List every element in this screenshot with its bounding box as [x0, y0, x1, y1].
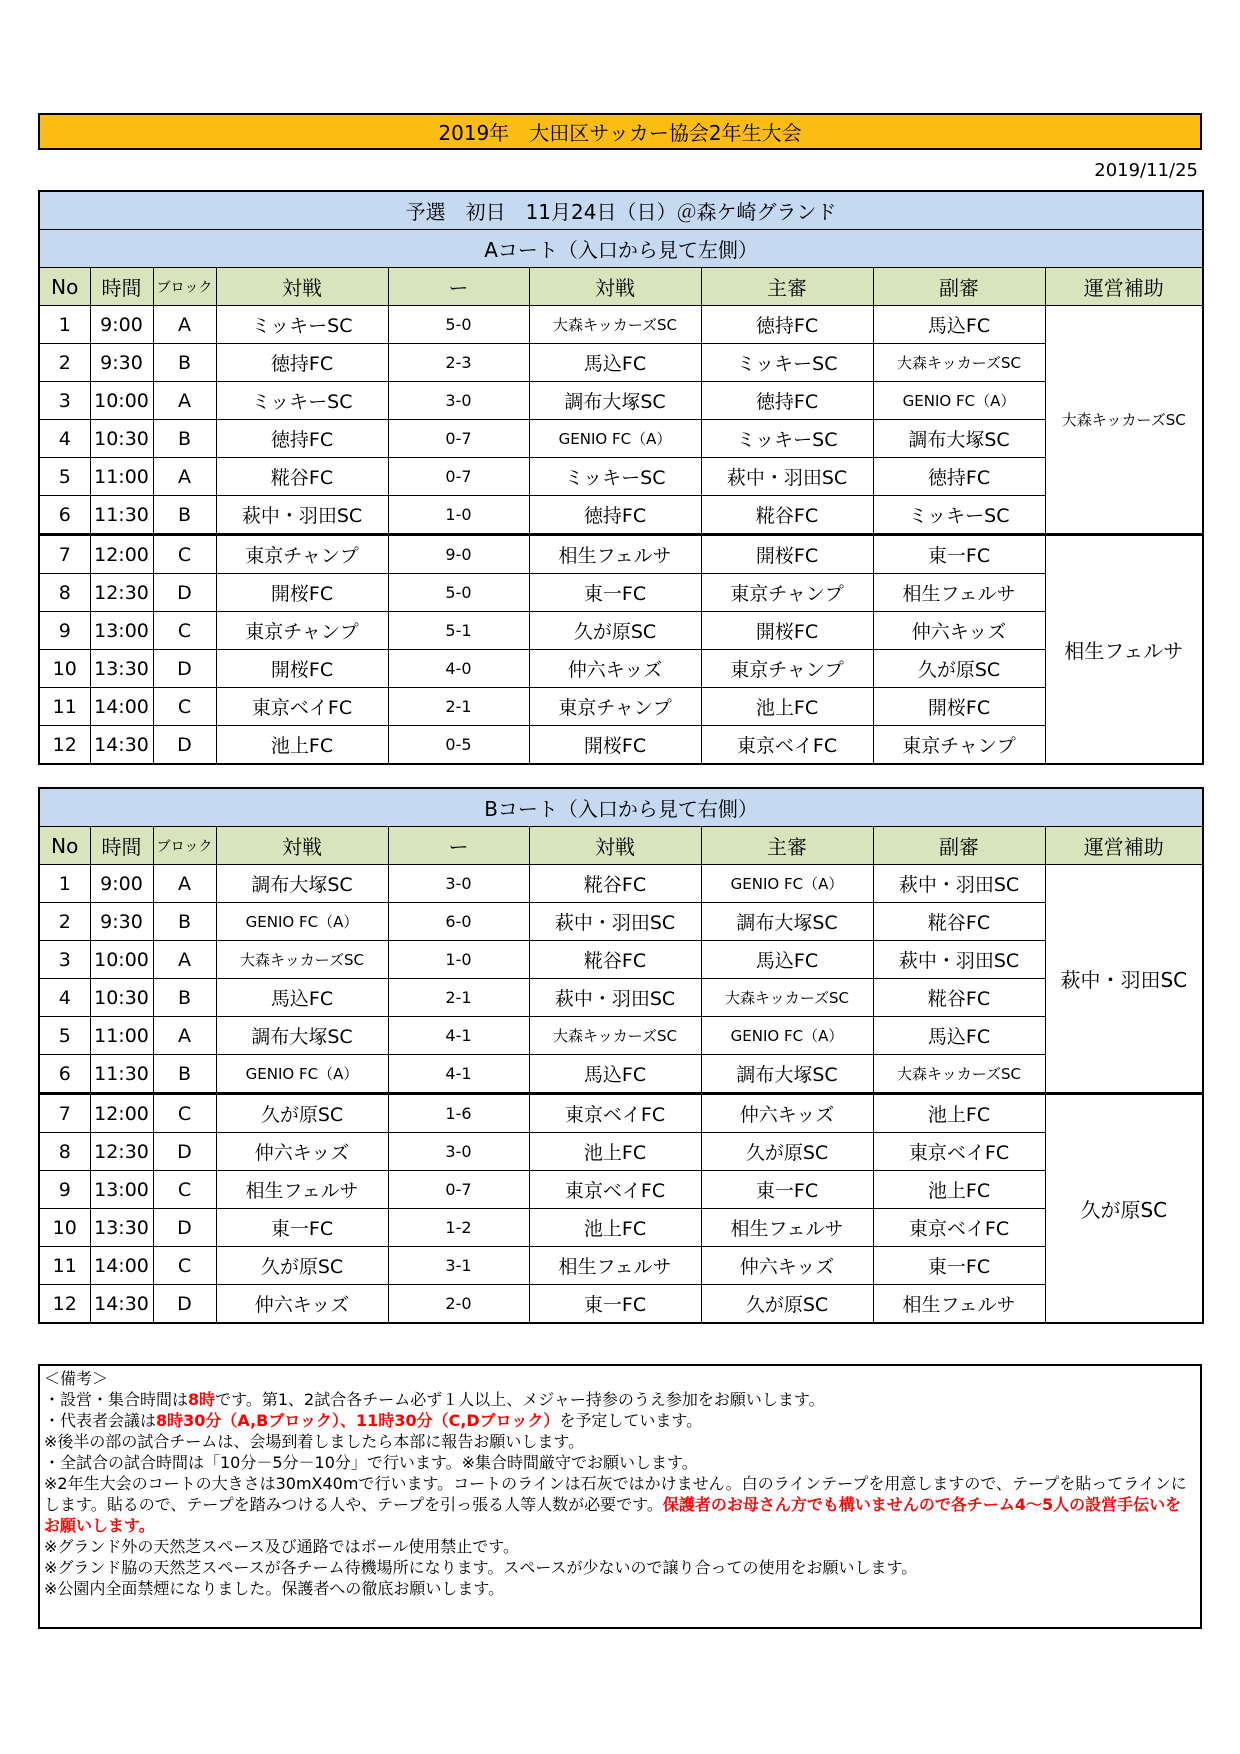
assistant-referee: 仲六キッズ	[873, 612, 1045, 650]
tournament-title: 2019年 大田区サッカー協会2年生大会	[38, 113, 1202, 150]
court-a-match-row	[39, 382, 1203, 420]
court-a-match-row	[39, 650, 1203, 688]
document-date: 2019/11/25	[1094, 160, 1198, 181]
referee: ミッキーSC	[701, 420, 873, 458]
match-block: A	[153, 865, 216, 903]
col-assistant: 副審	[873, 268, 1045, 306]
team-home: 相生フェルサ	[216, 1171, 388, 1209]
team-away: 萩中・羽田SC	[529, 979, 701, 1017]
match-time: 11:00	[90, 458, 153, 496]
match-no: 3	[39, 941, 90, 979]
team-home: 開桜FC	[216, 650, 388, 688]
team-home: 萩中・羽田SC	[216, 496, 388, 535]
team-home: 糀谷FC	[216, 458, 388, 496]
match-no: 7	[39, 535, 90, 574]
match-block: B	[153, 420, 216, 458]
match-time: 12:00	[90, 535, 153, 574]
note-line: ※後半の部の試合チームは、会場到着しましたら本部に報告お願いします。	[44, 1432, 585, 1451]
assistant-referee: 東一FC	[873, 535, 1045, 574]
team-home: 東京ベイFC	[216, 688, 388, 726]
team-away: GENIO FC（A）	[529, 420, 701, 458]
assistant-referee: GENIO FC（A）	[873, 382, 1045, 420]
referee: 池上FC	[701, 688, 873, 726]
team-home: 仲六キッズ	[216, 1133, 388, 1171]
team-away: 糀谷FC	[529, 865, 701, 903]
match-no: 1	[39, 865, 90, 903]
match-score: 2-1	[388, 979, 529, 1017]
col-no: No	[39, 268, 90, 306]
match-block: C	[153, 1094, 216, 1133]
referee: 糀谷FC	[701, 496, 873, 535]
match-score: 3-0	[388, 865, 529, 903]
team-away: 調布大塚SC	[529, 382, 701, 420]
assistant-referee: 久が原SC	[873, 650, 1045, 688]
match-time: 13:30	[90, 650, 153, 688]
team-away: ミッキーSC	[529, 458, 701, 496]
referee: 仲六キッズ	[701, 1094, 873, 1133]
match-time: 12:30	[90, 574, 153, 612]
match-block: B	[153, 496, 216, 535]
court-b-schedule-table	[38, 787, 1204, 1324]
match-block: C	[153, 1247, 216, 1285]
match-time: 11:30	[90, 1055, 153, 1094]
match-score: 2-1	[388, 688, 529, 726]
match-no: 5	[39, 458, 90, 496]
match-time: 14:30	[90, 726, 153, 765]
team-home: 仲六キッズ	[216, 1285, 388, 1324]
assistant-referee: 馬込FC	[873, 306, 1045, 344]
referee: 開桜FC	[701, 612, 873, 650]
match-score: 0-7	[388, 458, 529, 496]
match-time: 14:00	[90, 1247, 153, 1285]
note-line: ・全試合の試合時間は「10分－5分－10分」で行います。※集合時間厳守でお願いします。	[44, 1453, 698, 1472]
court-b-match-row	[39, 1171, 1203, 1209]
match-time: 10:30	[90, 420, 153, 458]
assistant-referee: 相生フェルサ	[873, 574, 1045, 612]
match-block: D	[153, 726, 216, 765]
match-no: 8	[39, 1133, 90, 1171]
assistant-referee: 東京チャンプ	[873, 726, 1045, 765]
court-a-match-row	[39, 726, 1203, 765]
team-home: 徳持FC	[216, 420, 388, 458]
court-b-label: Bコート（入口から見て右側）	[39, 788, 1203, 827]
match-score: 5-0	[388, 574, 529, 612]
team-home: 久が原SC	[216, 1247, 388, 1285]
team-home: ミッキーSC	[216, 382, 388, 420]
note-line: ※2年生大会のコートの大きさは30mX40mで行います。コートのラインは石灰ではかけません。白のラインテープを用意しますので、テープを貼ってラインにします。貼るので、テープを踏みつける人や、テープを引っ張る人等人数が必要です。保護者のお母さん方でも構いませんので各チーム4～5人の設営手伝いをお願いします。	[44, 1474, 1187, 1535]
match-time: 9:00	[90, 306, 153, 344]
match-block: C	[153, 688, 216, 726]
team-away: 相生フェルサ	[529, 1247, 701, 1285]
match-score: 6-0	[388, 903, 529, 941]
column-header-row	[39, 268, 1203, 306]
team-away: 東京ベイFC	[529, 1171, 701, 1209]
assistant-referee: 池上FC	[873, 1171, 1045, 1209]
team-home: 池上FC	[216, 726, 388, 765]
match-time: 13:00	[90, 612, 153, 650]
court-b-match-row	[39, 1094, 1203, 1133]
team-away: 東京チャンプ	[529, 688, 701, 726]
court-a-schedule-table	[38, 190, 1204, 765]
court-b-match-row	[39, 941, 1203, 979]
match-block: A	[153, 382, 216, 420]
match-block: D	[153, 1133, 216, 1171]
match-block: B	[153, 903, 216, 941]
referee: 相生フェルサ	[701, 1209, 873, 1247]
notes-box	[38, 1364, 1202, 1629]
match-score: 5-1	[388, 612, 529, 650]
team-away: 馬込FC	[529, 1055, 701, 1094]
referee: 東京チャンプ	[701, 650, 873, 688]
match-no: 1	[39, 306, 90, 344]
match-block: A	[153, 941, 216, 979]
court-a-match-row	[39, 458, 1203, 496]
referee: 久が原SC	[701, 1133, 873, 1171]
assistant-referee: 糀谷FC	[873, 979, 1045, 1017]
court-a-match-row	[39, 535, 1203, 574]
court-b-match-row	[39, 979, 1203, 1017]
helper-team: 萩中・羽田SC	[1045, 865, 1203, 1094]
match-block: A	[153, 306, 216, 344]
court-a-match-row	[39, 612, 1203, 650]
match-score: 4-1	[388, 1017, 529, 1055]
match-block: A	[153, 1017, 216, 1055]
referee: 調布大塚SC	[701, 903, 873, 941]
referee: 久が原SC	[701, 1285, 873, 1324]
event-header: 予選 初日 11月24日（日）＠森ケ崎グランド	[39, 191, 1203, 230]
team-away: 徳持FC	[529, 496, 701, 535]
assistant-referee: 徳持FC	[873, 458, 1045, 496]
court-a-label: Aコート（入口から見て左側）	[39, 230, 1203, 268]
match-no: 6	[39, 1055, 90, 1094]
team-home: GENIO FC（A）	[216, 903, 388, 941]
referee: 徳持FC	[701, 306, 873, 344]
assistant-referee: 東京ベイFC	[873, 1209, 1045, 1247]
team-away: 馬込FC	[529, 344, 701, 382]
match-block: B	[153, 979, 216, 1017]
team-away: 大森キッカーズSC	[529, 1017, 701, 1055]
match-block: D	[153, 650, 216, 688]
referee: 東京ベイFC	[701, 726, 873, 765]
team-home: 開桜FC	[216, 574, 388, 612]
match-time: 10:00	[90, 382, 153, 420]
col-helper: 運営補助	[1045, 268, 1203, 306]
referee: 開桜FC	[701, 535, 873, 574]
assistant-referee: 池上FC	[873, 1094, 1045, 1133]
match-score: 2-3	[388, 344, 529, 382]
match-score: 0-7	[388, 1171, 529, 1209]
team-home: GENIO FC（A）	[216, 1055, 388, 1094]
team-away: 開桜FC	[529, 726, 701, 765]
match-no: 11	[39, 688, 90, 726]
assistant-referee: 調布大塚SC	[873, 420, 1045, 458]
match-time: 11:00	[90, 1017, 153, 1055]
court-b-match-row	[39, 1055, 1203, 1094]
assistant-referee: 東京ベイFC	[873, 1133, 1045, 1171]
referee: GENIO FC（A）	[701, 1017, 873, 1055]
match-score: 1-0	[388, 941, 529, 979]
team-home: 東一FC	[216, 1209, 388, 1247]
court-b-match-row	[39, 1017, 1203, 1055]
match-score: 4-1	[388, 1055, 529, 1094]
match-score: 1-0	[388, 496, 529, 535]
helper-team: 久が原SC	[1045, 1094, 1203, 1324]
match-no: 3	[39, 382, 90, 420]
match-block: C	[153, 612, 216, 650]
assistant-referee: 大森キッカーズSC	[873, 1055, 1045, 1094]
team-home: 調布大塚SC	[216, 865, 388, 903]
referee: 仲六キッズ	[701, 1247, 873, 1285]
team-away: 糀谷FC	[529, 941, 701, 979]
match-block: B	[153, 1055, 216, 1094]
column-header-row	[39, 827, 1203, 865]
match-time: 9:30	[90, 903, 153, 941]
match-time: 13:30	[90, 1209, 153, 1247]
note-line: ・代表者会議は8時30分（A,Bブロック）、11時30分（C,Dブロック）を予定しています。	[44, 1411, 703, 1430]
match-block: C	[153, 535, 216, 574]
col-team1: 対戦	[216, 268, 388, 306]
match-no: 4	[39, 979, 90, 1017]
referee: 調布大塚SC	[701, 1055, 873, 1094]
match-score: 0-5	[388, 726, 529, 765]
match-time: 11:30	[90, 496, 153, 535]
match-time: 9:30	[90, 344, 153, 382]
match-score: 2-0	[388, 1285, 529, 1324]
assistant-referee: 東一FC	[873, 1247, 1045, 1285]
match-no: 2	[39, 903, 90, 941]
team-home: ミッキーSC	[216, 306, 388, 344]
match-no: 10	[39, 650, 90, 688]
court-b-match-row	[39, 1133, 1203, 1171]
court-b-match-row	[39, 1209, 1203, 1247]
team-away: 池上FC	[529, 1133, 701, 1171]
court-b-match-row	[39, 903, 1203, 941]
match-time: 13:00	[90, 1171, 153, 1209]
team-home: 調布大塚SC	[216, 1017, 388, 1055]
team-home: 東京チャンプ	[216, 535, 388, 574]
col-score: ー	[388, 268, 529, 306]
team-home: 久が原SC	[216, 1094, 388, 1133]
match-no: 2	[39, 344, 90, 382]
match-no: 7	[39, 1094, 90, 1133]
col-helper: 運営補助	[1045, 827, 1203, 865]
assistant-referee: 萩中・羽田SC	[873, 941, 1045, 979]
match-no: 12	[39, 726, 90, 765]
match-no: 9	[39, 1171, 90, 1209]
match-time: 10:30	[90, 979, 153, 1017]
referee: 萩中・羽田SC	[701, 458, 873, 496]
match-time: 12:00	[90, 1094, 153, 1133]
court-b-match-row	[39, 1285, 1203, 1324]
col-team1: 対戦	[216, 827, 388, 865]
referee: 徳持FC	[701, 382, 873, 420]
col-referee: 主審	[701, 268, 873, 306]
col-referee: 主審	[701, 827, 873, 865]
team-home: 徳持FC	[216, 344, 388, 382]
helper-team: 大森キッカーズSC	[1045, 306, 1203, 535]
col-block: ブロック	[153, 827, 216, 865]
match-block: B	[153, 344, 216, 382]
court-a-match-row	[39, 420, 1203, 458]
match-time: 10:00	[90, 941, 153, 979]
col-time: 時間	[90, 827, 153, 865]
match-score: 5-0	[388, 306, 529, 344]
team-away: 相生フェルサ	[529, 535, 701, 574]
referee: 馬込FC	[701, 941, 873, 979]
referee: ミッキーSC	[701, 344, 873, 382]
match-score: 3-1	[388, 1247, 529, 1285]
note-line: ・設営・集合時間は8時です。第1、2試合各チーム必ず１人以上、メジャー持参のうえ参加をお願いします。	[44, 1390, 825, 1409]
match-no: 6	[39, 496, 90, 535]
match-score: 1-2	[388, 1209, 529, 1247]
assistant-referee: 大森キッカーズSC	[873, 344, 1045, 382]
col-time: 時間	[90, 268, 153, 306]
court-a-match-row	[39, 688, 1203, 726]
team-away: 久が原SC	[529, 612, 701, 650]
match-score: 1-6	[388, 1094, 529, 1133]
court-a-match-row	[39, 306, 1203, 344]
note-line: ※グランド脇の天然芝スペースが各チーム待機場所になります。スペースが少ないので譲り合っての使用をお願いします。	[44, 1558, 918, 1577]
col-team2: 対戦	[529, 827, 701, 865]
referee: 大森キッカーズSC	[701, 979, 873, 1017]
team-home: 東京チャンプ	[216, 612, 388, 650]
match-no: 10	[39, 1209, 90, 1247]
match-block: D	[153, 574, 216, 612]
col-no: No	[39, 827, 90, 865]
match-score: 4-0	[388, 650, 529, 688]
match-block: D	[153, 1209, 216, 1247]
team-home: 馬込FC	[216, 979, 388, 1017]
team-home: 大森キッカーズSC	[216, 941, 388, 979]
match-time: 14:30	[90, 1285, 153, 1324]
referee: GENIO FC（A）	[701, 865, 873, 903]
team-away: 萩中・羽田SC	[529, 903, 701, 941]
assistant-referee: 萩中・羽田SC	[873, 865, 1045, 903]
match-block: A	[153, 458, 216, 496]
team-away: 東京ベイFC	[529, 1094, 701, 1133]
col-assistant: 副審	[873, 827, 1045, 865]
court-a-match-row	[39, 344, 1203, 382]
col-team2: 対戦	[529, 268, 701, 306]
col-block: ブロック	[153, 268, 216, 306]
match-score: 0-7	[388, 420, 529, 458]
referee: 東京チャンプ	[701, 574, 873, 612]
note-line: ※グランド外の天然芝スペース及び通路ではボール使用禁止です。	[44, 1537, 520, 1556]
match-no: 12	[39, 1285, 90, 1324]
col-score: ー	[388, 827, 529, 865]
team-away: 大森キッカーズSC	[529, 306, 701, 344]
team-away: 池上FC	[529, 1209, 701, 1247]
match-time: 12:30	[90, 1133, 153, 1171]
match-time: 9:00	[90, 865, 153, 903]
note-line: ※公園内全面禁煙になりました。保護者への徹底お願いします。	[44, 1579, 505, 1598]
match-score: 3-0	[388, 382, 529, 420]
assistant-referee: ミッキーSC	[873, 496, 1045, 535]
match-block: D	[153, 1285, 216, 1324]
court-a-match-row	[39, 574, 1203, 612]
match-no: 9	[39, 612, 90, 650]
court-b-match-row	[39, 1247, 1203, 1285]
team-away: 東一FC	[529, 1285, 701, 1324]
assistant-referee: 馬込FC	[873, 1017, 1045, 1055]
match-no: 8	[39, 574, 90, 612]
match-no: 11	[39, 1247, 90, 1285]
match-score: 3-0	[388, 1133, 529, 1171]
court-a-match-row	[39, 496, 1203, 535]
notes-heading: ＜備考＞	[44, 1369, 109, 1388]
assistant-referee: 相生フェルサ	[873, 1285, 1045, 1324]
match-no: 4	[39, 420, 90, 458]
match-block: C	[153, 1171, 216, 1209]
court-b-match-row	[39, 865, 1203, 903]
match-score: 9-0	[388, 535, 529, 574]
helper-team: 相生フェルサ	[1045, 535, 1203, 765]
assistant-referee: 糀谷FC	[873, 903, 1045, 941]
team-away: 東一FC	[529, 574, 701, 612]
match-no: 5	[39, 1017, 90, 1055]
referee: 東一FC	[701, 1171, 873, 1209]
assistant-referee: 開桜FC	[873, 688, 1045, 726]
match-time: 14:00	[90, 688, 153, 726]
team-away: 仲六キッズ	[529, 650, 701, 688]
